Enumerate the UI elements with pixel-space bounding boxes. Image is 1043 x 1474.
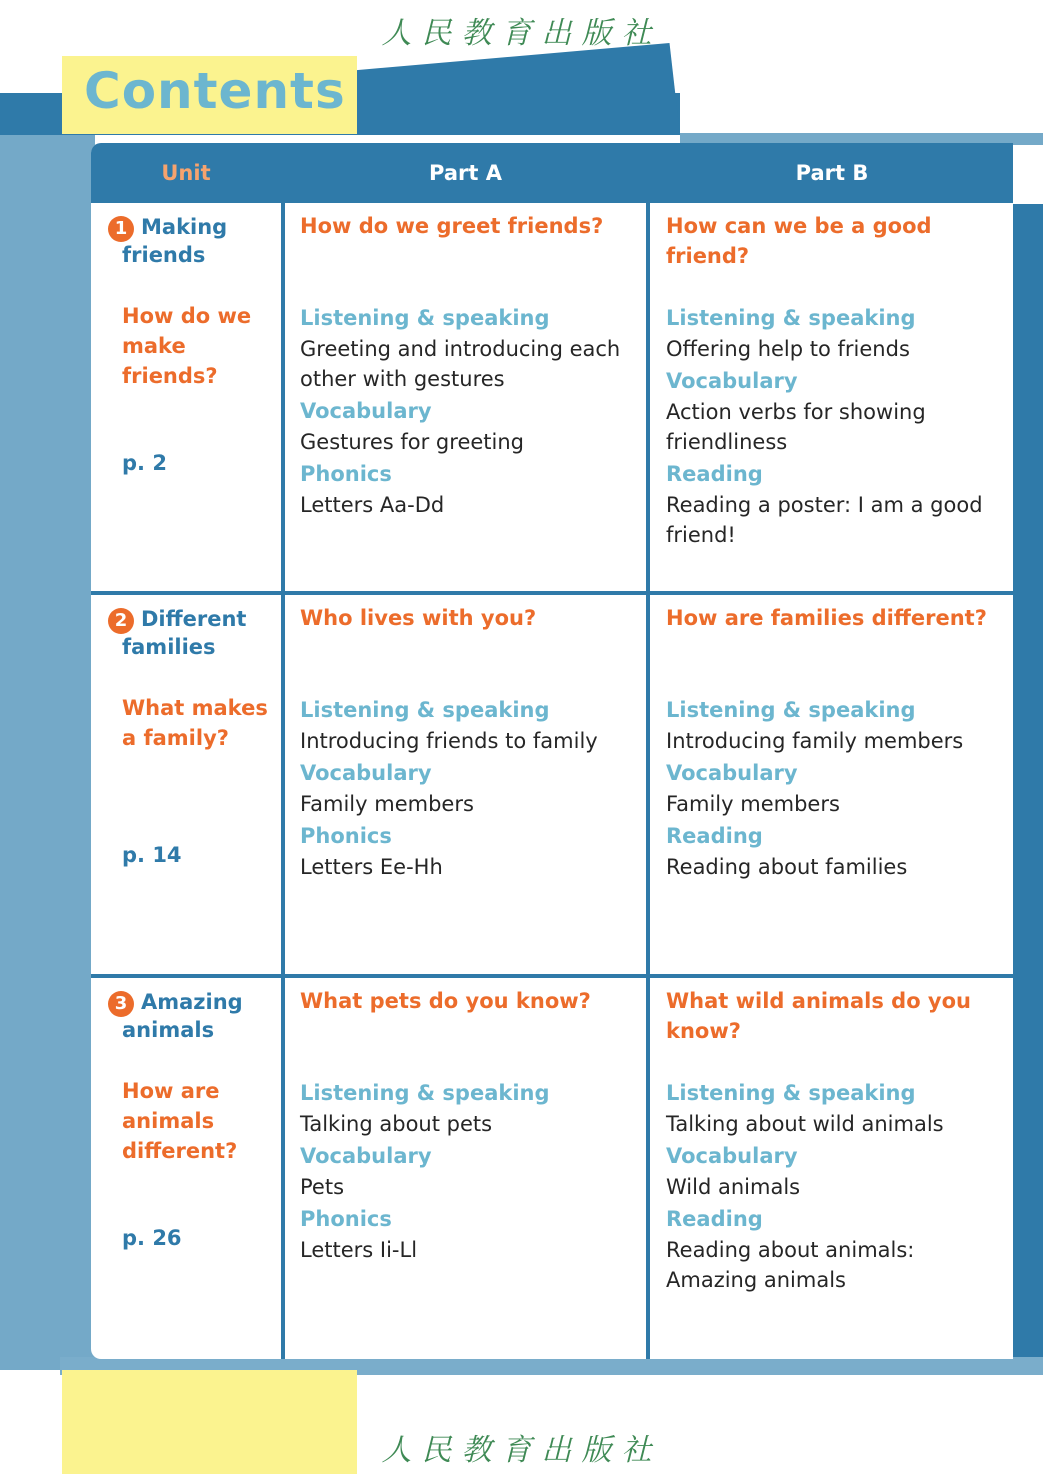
section-label: Vocabulary bbox=[666, 761, 798, 785]
unit-number-badge: 1 bbox=[108, 216, 134, 242]
section-text: Gestures for greeting bbox=[300, 430, 524, 454]
part-b-cell bbox=[666, 595, 1006, 974]
section-label: Listening & speaking bbox=[666, 698, 916, 722]
section-label: Reading bbox=[666, 824, 763, 848]
unit-page-link[interactable]: p. 14 bbox=[122, 843, 182, 867]
publisher-watermark-bottom: 人民教育出版社 bbox=[381, 1433, 662, 1468]
page-title: Contents bbox=[84, 62, 346, 120]
unit-title: Different families bbox=[122, 607, 247, 659]
title-box bbox=[62, 56, 357, 134]
part-question: How do we greet friends? bbox=[300, 214, 604, 238]
section-label: Vocabulary bbox=[300, 1144, 432, 1168]
part-question: How are families different? bbox=[666, 606, 987, 630]
column-header-part-a: Part A bbox=[429, 161, 502, 185]
section-label: Phonics bbox=[300, 1207, 392, 1231]
unit-page-link[interactable]: p. 2 bbox=[122, 451, 167, 475]
unit-title: Making friends bbox=[122, 215, 228, 267]
section-text: Family members bbox=[666, 792, 840, 816]
unit-number-badge: 3 bbox=[108, 991, 134, 1017]
background-header-band-slant bbox=[330, 43, 680, 135]
part-a-cell bbox=[300, 595, 642, 974]
section-label: Phonics bbox=[300, 824, 392, 848]
part-b-cell bbox=[666, 203, 1006, 591]
unit-big-question: How are animals different? bbox=[122, 1079, 238, 1163]
unit-cell bbox=[91, 203, 281, 591]
section-list bbox=[666, 303, 1006, 552]
unit-big-question: How do we make friends? bbox=[122, 304, 252, 388]
section-list bbox=[300, 303, 642, 522]
section-label: Reading bbox=[666, 1207, 763, 1231]
part-question: What wild animals do you know? bbox=[666, 989, 971, 1043]
section-text: Reading about families bbox=[666, 855, 908, 879]
unit-page-link[interactable]: p. 26 bbox=[122, 1226, 182, 1250]
table-row bbox=[91, 595, 1013, 974]
section-label: Listening & speaking bbox=[300, 698, 550, 722]
column-header-part-b: Part B bbox=[795, 161, 869, 185]
section-text: Family members bbox=[300, 792, 474, 816]
part-question: How can we be a good friend? bbox=[666, 214, 932, 268]
unit-cell bbox=[91, 595, 281, 974]
section-list bbox=[666, 1078, 1006, 1297]
section-text: Wild animals bbox=[666, 1175, 801, 1199]
table-header-row bbox=[91, 143, 1013, 203]
section-text: Offering help to friends bbox=[666, 337, 910, 361]
unit-big-question: What makes a family? bbox=[122, 696, 268, 750]
background-left-panel bbox=[0, 133, 95, 1370]
section-label: Phonics bbox=[300, 462, 392, 486]
section-label: Vocabulary bbox=[300, 761, 432, 785]
section-text: Pets bbox=[300, 1175, 345, 1199]
section-text: Letters Ee-Hh bbox=[300, 855, 443, 879]
part-a-cell bbox=[300, 978, 642, 1359]
section-text: Action verbs for showing friendliness bbox=[666, 400, 926, 454]
unit-title: Amazing animals bbox=[122, 990, 243, 1042]
section-text: Letters Ii-Ll bbox=[300, 1238, 418, 1262]
section-list bbox=[300, 695, 642, 884]
section-text: Talking about pets bbox=[300, 1112, 493, 1136]
section-text: Introducing family members bbox=[666, 729, 964, 753]
section-text: Greeting and introducing each other with gestures bbox=[300, 337, 621, 391]
section-label: Listening & speaking bbox=[300, 306, 550, 330]
section-text: Talking about wild animals bbox=[666, 1112, 944, 1136]
unit-number-badge: 2 bbox=[108, 608, 134, 634]
table-row bbox=[91, 203, 1013, 591]
contents-table bbox=[91, 143, 1013, 1359]
section-label: Listening & speaking bbox=[666, 1081, 916, 1105]
unit-cell bbox=[91, 978, 281, 1359]
section-text: Reading a poster: I am a good friend! bbox=[666, 493, 983, 547]
section-label: Listening & speaking bbox=[300, 1081, 550, 1105]
section-label: Reading bbox=[666, 462, 763, 486]
background-right-panel bbox=[1012, 204, 1043, 1359]
section-label: Vocabulary bbox=[300, 399, 432, 423]
part-a-cell bbox=[300, 203, 642, 591]
section-label: Vocabulary bbox=[666, 1144, 798, 1168]
section-text: Introducing friends to family bbox=[300, 729, 598, 753]
part-question: Who lives with you? bbox=[300, 606, 537, 630]
section-label: Listening & speaking bbox=[666, 306, 916, 330]
section-list bbox=[666, 695, 1006, 884]
section-text: Reading about animals: Amazing animals bbox=[666, 1238, 915, 1292]
section-text: Letters Aa-Dd bbox=[300, 493, 445, 517]
part-b-cell bbox=[666, 978, 1006, 1359]
table-row bbox=[91, 978, 1013, 1359]
publisher-watermark-top: 人民教育出版社 bbox=[381, 16, 662, 51]
section-label: Vocabulary bbox=[666, 369, 798, 393]
section-list bbox=[300, 1078, 642, 1267]
column-header-unit: Unit bbox=[161, 161, 211, 185]
part-question: What pets do you know? bbox=[300, 989, 591, 1013]
